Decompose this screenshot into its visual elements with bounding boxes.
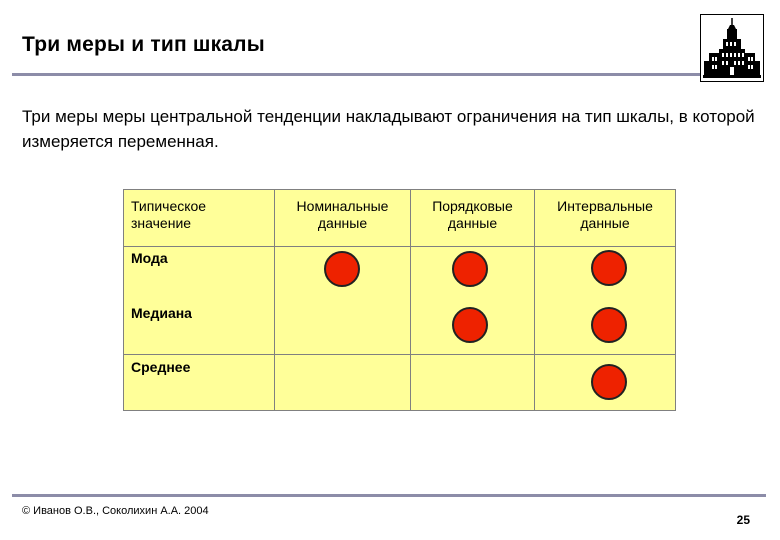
table-header-row xyxy=(124,190,676,247)
row-label-mode: Мода xyxy=(131,250,168,266)
median-interval-dot xyxy=(591,307,627,343)
table-row xyxy=(124,355,676,411)
intro-text: Три меры меры центральной тенденции накладывают ограничения на тип шкалы, в которой измеряется переменная. xyxy=(22,107,755,151)
university-building-icon xyxy=(700,14,764,82)
header-nominal: Номинальные данные xyxy=(296,198,389,231)
title-divider xyxy=(12,73,700,76)
mode-ordinal-dot xyxy=(452,251,488,287)
header-typical-value: Типическое значение xyxy=(131,198,207,231)
mode-interval-dot xyxy=(591,250,627,286)
measures-table xyxy=(123,189,676,411)
page-number: 25 xyxy=(736,513,750,527)
mode-nominal-dot xyxy=(324,251,360,287)
copyright-footer: © Иванов О.В., Соколихин А.А. 2004 xyxy=(22,505,209,517)
mean-interval-dot xyxy=(591,364,627,400)
table-row xyxy=(124,247,676,355)
row-label-median: Медиана xyxy=(131,305,192,321)
median-ordinal-dot xyxy=(452,307,488,343)
header-interval: Интервальные данные xyxy=(557,198,653,231)
row-label-mean: Среднее xyxy=(131,359,191,375)
slide-title: Три меры и тип шкалы xyxy=(22,33,265,56)
footer-divider xyxy=(12,494,766,497)
header-ordinal: Порядковые данные xyxy=(432,198,513,231)
